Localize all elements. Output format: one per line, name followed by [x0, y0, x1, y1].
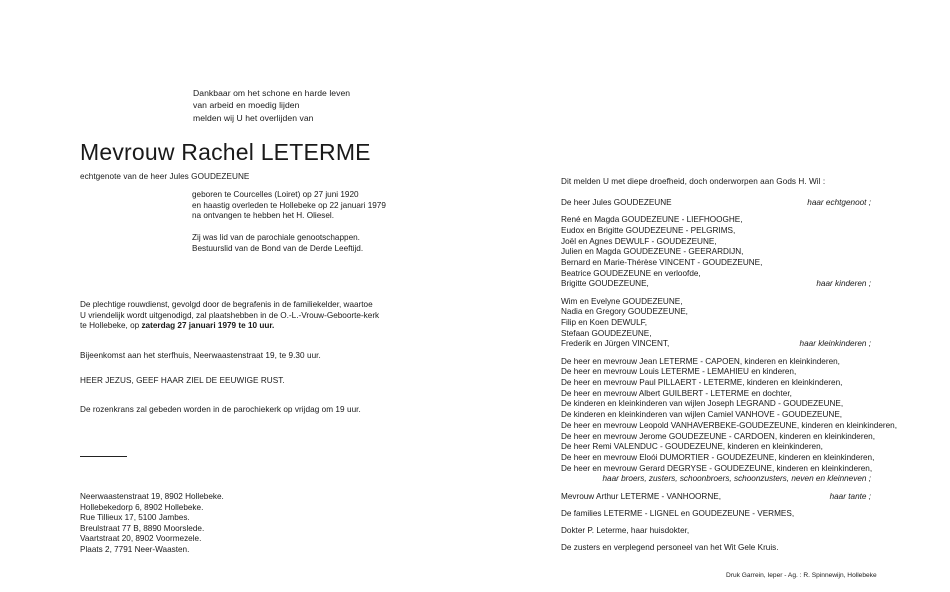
family-row [561, 279, 871, 290]
family-row [561, 474, 871, 485]
funeral-service [80, 300, 379, 332]
addresses [80, 492, 224, 556]
service-place: te Hollebeke, op [80, 321, 142, 331]
rosary-line: De rozenkrans zal gebeden worden in de parochiekerk op vrijdag om 19 uur. [80, 405, 361, 414]
family-line: De heer en mevrouw Eloói DUMORTIER - GOUDEZEUNE, kinderen en kleinkinderen, [561, 452, 875, 462]
family-line: De heer en mevrouw Louis LETERME - LEMAHIEU en kinderen, [561, 367, 797, 377]
family-line: De kinderen en kleinkinderen van wijlen Joseph LEGRAND - GOUDEZEUNE, [561, 399, 844, 409]
membership-line: Zij was lid van de parochiale genootschappen. [192, 233, 360, 242]
address-line: Plaats 2, 7791 Neer-Waasten. [80, 544, 190, 554]
intro-line: van arbeid en moedig lijden [193, 100, 300, 111]
family-line: De kinderen en kleinkinderen van wijlen Camiel VANHOVE - GOUDEZEUNE, [561, 410, 843, 420]
family-line: Stefaan GOUDEZEUNE, [561, 328, 652, 338]
relation-tag: haar broers, zusters, schoonbroers, schoonzusters, neven en kleinneven ; [602, 474, 871, 484]
relation-tag: haar echtgenoot ; [807, 198, 871, 207]
printer-credit: Druk Garrein, Ieper - Ag. : R. Spinnewijn, Hollebeke [726, 572, 877, 579]
family-line: De heer Jules GOUDEZEUNE [561, 198, 672, 207]
family-line: Nadia en Gregory GOUDEZEUNE, [561, 307, 688, 317]
divider [80, 456, 127, 457]
address-line: Breulstraat 77 B, 8890 Moorslede. [80, 523, 205, 533]
relation-tag: haar kinderen ; [816, 279, 871, 289]
gathering-line: Bijeenkomst aan het sterfhuis, Neerwaastenstraat 19, te 9.30 uur. [80, 351, 321, 360]
family-line: De heer en mevrouw Leopold VANHAVERBEKE-GOUDEZEUNE, kinderen en kleinkinderen, [561, 420, 897, 430]
family-line: De heer Remi VALENDUC - GOUDEZEUNE, kinderen en kleinkinderen, [561, 442, 823, 452]
service-line [80, 321, 379, 332]
deceased-last-name: LETERME [260, 139, 371, 165]
family-line: De heer en mevrouw Jean LETERME - CAPOEN, kinderen en kleinkinderen, [561, 356, 840, 366]
intro-line: melden wij U het overlijden van [193, 112, 314, 123]
family-line: De zusters en verplegend personeel van het Wit Gele Kruis. [561, 543, 779, 553]
intro-line: Dankbaar om het schone en harde leven [193, 88, 351, 98]
detail-line: geboren te Courcelles (Loiret) op 27 juni 1920 [192, 190, 359, 199]
family-line: De heer en mevrouw Albert GUILBERT - LETERME en dochter, [561, 388, 792, 398]
family-line: De heer en mevrouw Gerard DEGRYSE - GOUDEZEUNE, kinderen en kleinkinderen, [561, 463, 873, 473]
family-line: Beatrice GOUDEZEUNE en verloofde, [561, 268, 701, 278]
spouse-line: echtgenote van de heer Jules GOUDEZEUNE [80, 172, 250, 181]
family-line: Joël en Agnes DEWULF - GOUDEZEUNE, [561, 236, 717, 246]
family-line: Eudox en Brigitte GOUDEZEUNE - PELGRIMS, [561, 225, 736, 235]
service-line: De plechtige rouwdienst, gevolgd door de begrafenis in de familiekelder, waartoe [80, 300, 373, 309]
family-line: De heer en mevrouw Paul PILLAERT - LETERME, kinderen en kleinkinderen, [561, 378, 843, 388]
prayer-line: HEER JEZUS, GEEF HAAR ZIEL DE EEUWIGE RUST. [80, 376, 285, 385]
family-line: Dokter P. Leterme, haar huisdokter, [561, 525, 690, 535]
family-row [561, 339, 871, 350]
memberships [192, 233, 363, 254]
service-date: zaterdag 27 januari 1979 te 10 uur. [141, 321, 275, 331]
family-line: Wim en Evelyne GOUDEZEUNE, [561, 296, 683, 306]
relation-tag: haar tante ; [829, 491, 871, 501]
family-line: De families LETERME - LIGNEL en GOUDEZEUNE - VERMES, [561, 508, 795, 518]
family-row [561, 492, 871, 503]
address-line: Rue Tillieux 17, 5100 Jambes. [80, 513, 190, 523]
detail-line: na ontvangen te hebben het H. Oliesel. [192, 211, 335, 221]
detail-line: en haastig overleden te Hollebeke op 22 januari 1979 [192, 200, 386, 210]
service-line: U vriendelijk wordt uitgenodigd, zal plaatshebben in de O.-L.-Vrouw-Geboorte-kerk [80, 310, 380, 320]
family-row [561, 198, 871, 209]
family-header: Dit melden U met diepe droefheid, doch onderworpen aan Gods H. Wil : [561, 177, 826, 186]
address-line: Neerwaastenstraat 19, 8902 Hollebeke. [80, 492, 224, 501]
family-list [561, 198, 897, 554]
membership-line: Bestuurslid van de Bond van de Derde Leeftijd. [192, 243, 364, 253]
relation-tag: haar kleinkinderen ; [799, 339, 871, 349]
address-line: Hollebekedorp 6, 8902 Hollebeke. [80, 502, 204, 512]
family-line: De heer en mevrouw Jerome GOUDEZEUNE - CARDOEN, kinderen en kleinkinderen, [561, 431, 875, 441]
deceased-name [80, 139, 371, 165]
family-line: Brigitte GOUDEZEUNE, [561, 279, 649, 289]
family-line: Bernard en Marie-Thérèse VINCENT - GOUDEZEUNE, [561, 258, 763, 268]
family-line: Julien en Magda GOUDEZEUNE - GEERARDIJN, [561, 247, 744, 257]
family-line: Frederik en Jürgen VINCENT, [561, 339, 670, 349]
family-line: Mevrouw Arthur LETERME - VANHOORNE, [561, 491, 721, 501]
family-line: Filip en Koen DEWULF, [561, 318, 647, 328]
life-details [192, 190, 386, 222]
intro-text [193, 87, 350, 124]
family-line: René en Magda GOUDEZEUNE - LIEFHOOGHE, [561, 215, 743, 225]
deceased-first-name: Mevrouw Rachel [80, 139, 255, 165]
address-line: Vaartstraat 20, 8902 Voormezele. [80, 534, 202, 544]
